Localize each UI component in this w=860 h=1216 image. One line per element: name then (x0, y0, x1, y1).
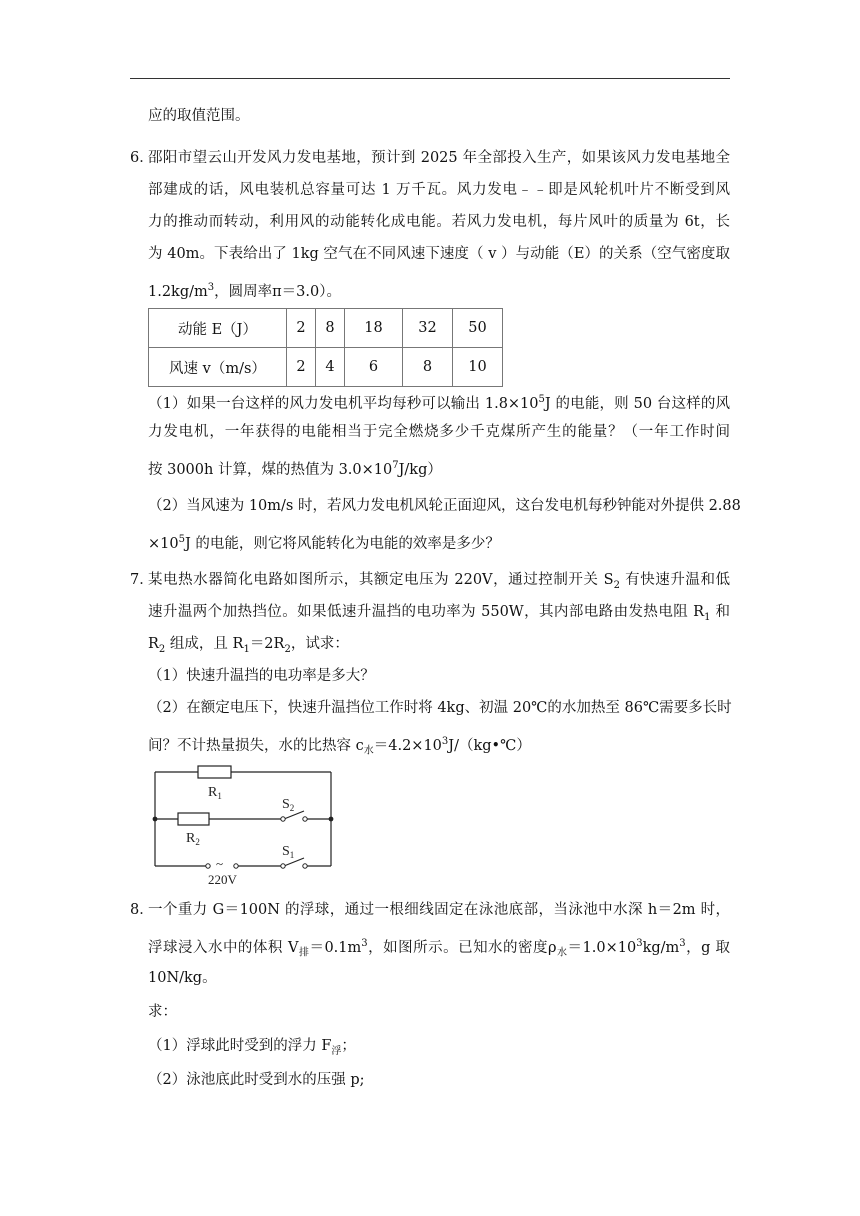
switch-s2-contact (303, 817, 307, 821)
q6-density-text: 1.2kg/m (148, 283, 208, 300)
heater-circuit-diagram (150, 762, 350, 888)
q8-line2-sup1: 3 (361, 938, 368, 949)
q6-part1-line3-text-a: 按 3000h 计算，煤的热值为 3.0×10 (148, 461, 393, 478)
resistor-r1 (198, 766, 231, 778)
q7-line1-text-b: 有快速升温和低 (619, 572, 731, 588)
q6-part1-line-2: 力发电机，一年获得的电能相当于完全燃烧多少千克煤所产生的能量？（一年工作时间 (148, 424, 730, 440)
q6-number: 6． (130, 150, 154, 166)
q7-line1-sub: 2 (613, 579, 620, 591)
q8-line-2 (148, 934, 730, 964)
q8-line2-text-d: ＝1.0×10 (567, 939, 637, 956)
q6-line-4: 为 40m。下表给出了 1kg 空气在不同风速下速度（ v ）与动能（E）的关系（空气密度取 (148, 246, 730, 262)
resistor-r2 (178, 813, 209, 825)
q7-line2-text-b: 和 (710, 604, 731, 620)
table-row-label-energy: 动能 E（J） (149, 309, 287, 348)
q8-line-3: 10N/kg。 (148, 970, 217, 986)
label-voltage: 220V (208, 872, 237, 887)
q6-part2-line-1: （2）当风速为 10m/s 时，若风力发电机风轮正面迎风，这台发电机每秒钟能对外提供 2.88 (148, 498, 741, 514)
label-s1: $S_1$ (282, 844, 295, 860)
junction-dot (153, 817, 158, 822)
q7-line-2 (148, 602, 730, 628)
q7-line2-text-a: 速升温两个加热挡位。如果低速升温挡的电功率为 550W，其内部电路由发热电阻 R (148, 604, 705, 620)
q6-line-1: 邵阳市望云山开发风力发电基地，预计到 2025 年全部投入生产，如果该风力发电基地全 (148, 150, 730, 166)
q6-part1-line3-text-b: J/kg） (398, 461, 442, 478)
q6-part2-exp: 5 (178, 534, 185, 545)
q7-line3-sub3: 2 (284, 643, 291, 655)
q7-line3-sub2: 1 (243, 643, 250, 655)
table-cell: 2 (287, 348, 316, 387)
q8-line2-sup3: 3 (679, 938, 686, 949)
q8-part1-text-a: （1）浮球此时受到的浮力 F (148, 1038, 332, 1054)
table-cell: 6 (345, 348, 403, 387)
q6-part2-text-b: J 的电能，则它将风能转化为电能的效率是多少？ (184, 535, 500, 552)
table-row (149, 348, 503, 387)
q7-line3-text-d: ，试求： (290, 636, 349, 652)
table-cell: 8 (316, 309, 345, 348)
table-cell: 8 (403, 348, 453, 387)
table-cell: 50 (453, 309, 503, 348)
q6-pi-text: ，圆周率π＝3.0）。 (214, 283, 341, 300)
q8-line2-text-f: ，g 取 (685, 939, 730, 956)
q8-part1-sub: 浮 (331, 1045, 342, 1057)
label-r1: $R_1$ (208, 785, 222, 801)
q6-part1-text-b: J 的电能，则 50 台这样的风 (544, 395, 730, 412)
q8-part1 (148, 1036, 356, 1062)
q6-part1-line3-exp: 7 (392, 460, 399, 471)
ac-source-symbol: ~ (216, 856, 224, 871)
table-cell: 2 (287, 309, 316, 348)
q8-line2-sub2: 水 (556, 947, 568, 959)
q8-part2: （2）泳池底此时受到水的压强 p; (148, 1072, 365, 1088)
switch-s1-contact (281, 864, 285, 868)
q8-number: 8． (130, 902, 154, 918)
q6-part1-exp: 5 (538, 394, 545, 405)
q7-number: 7． (130, 572, 154, 588)
q8-line2-text-e: kg/m (642, 939, 680, 956)
q7-line1-text-a: 某电热水器简化电路如图所示，其额定电压为 220V，通过控制开关 S (148, 572, 614, 588)
q7-part2-text-a: 间？不计热量损失，水的比热容 c (148, 737, 364, 754)
label-r2: $R_2$ (186, 831, 200, 847)
q7-part2-sub: 水 (363, 745, 374, 757)
label-s2: $S_2$ (282, 797, 295, 813)
q6-part2-text-a: ×10 (148, 535, 179, 552)
q7-line-1 (148, 570, 730, 596)
q6-part2-line-2 (148, 530, 500, 554)
q7-line-3 (148, 634, 349, 660)
q6-line-3: 力的推动而转动，利用风的动能转化成电能。若风力发电机，每片风叶的质量为 6t，长 (148, 214, 730, 230)
q8-part1-text-b: ； (341, 1038, 356, 1054)
q6-density-exp: 3 (207, 282, 215, 293)
table-cell: 32 (403, 309, 453, 348)
junction-dot (329, 817, 334, 822)
q7-part2-line-1: （2）在额定电压下，快速升温挡位工作时将 4kg、初温 20℃的水加热至 86℃需要多长时 (148, 700, 732, 716)
q7-line3-sub1: 2 (158, 643, 166, 655)
q7-line2-sub: 1 (704, 611, 711, 623)
q6-line-5 (148, 278, 341, 302)
switch-s1-contact (303, 864, 307, 868)
energy-speed-table (148, 308, 503, 387)
q8-line2-text-a: 浮球浸入水中的体积 V (148, 939, 299, 956)
table-cell: 10 (453, 348, 503, 387)
header-rule (130, 78, 730, 79)
source-terminal (206, 864, 210, 868)
q7-part2-exp: 3 (441, 736, 449, 747)
q7-part1: （1）快速升温挡的电功率是多大？ (148, 668, 375, 684)
source-terminal (234, 864, 238, 868)
q6-part1-line-3 (148, 456, 442, 480)
table-cell: 18 (345, 309, 403, 348)
q8-line2-sup2: 3 (636, 938, 643, 949)
q7-part2-text-b: ＝4.2×10 (373, 737, 442, 754)
q8-line2-text-b: ＝0.1m (309, 939, 362, 956)
q8-ask: 求： (148, 1004, 177, 1020)
q6-part1-text-a: （1）如果一台这样的风力发电机平均每秒可以输出 1.8×10 (148, 395, 539, 412)
table-row (149, 309, 503, 348)
q7-line3-text-b: 组成，且 R (165, 636, 244, 652)
table-cell: 4 (316, 348, 345, 387)
switch-s2-contact (281, 817, 285, 821)
q6-line-2: 部建成的话，风电装机总容量可达 1 万千瓦。风力发电﹣﹣即是风轮机叶片不断受到风 (148, 182, 730, 198)
previous-question-tail: 应的取值范围。 (148, 108, 250, 124)
q7-part2-line-2 (148, 732, 531, 762)
q7-line3-r: R (148, 636, 159, 652)
q7-part2-text-c: J/（kg•℃） (448, 737, 531, 754)
q8-line2-text-c: ，如图所示。已知水的密度ρ (367, 939, 557, 956)
q8-line2-sub1: 排 (298, 947, 310, 959)
q7-line3-text-c: ＝2R (249, 636, 285, 652)
table-row-label-speed: 风速 v（m/s） (149, 348, 287, 387)
q6-part1-line-1 (148, 390, 730, 414)
q8-line-1: 一个重力 G＝100N 的浮球，通过一根细线固定在泳池底部，当泳池中水深 h＝2m 时， (148, 902, 730, 918)
